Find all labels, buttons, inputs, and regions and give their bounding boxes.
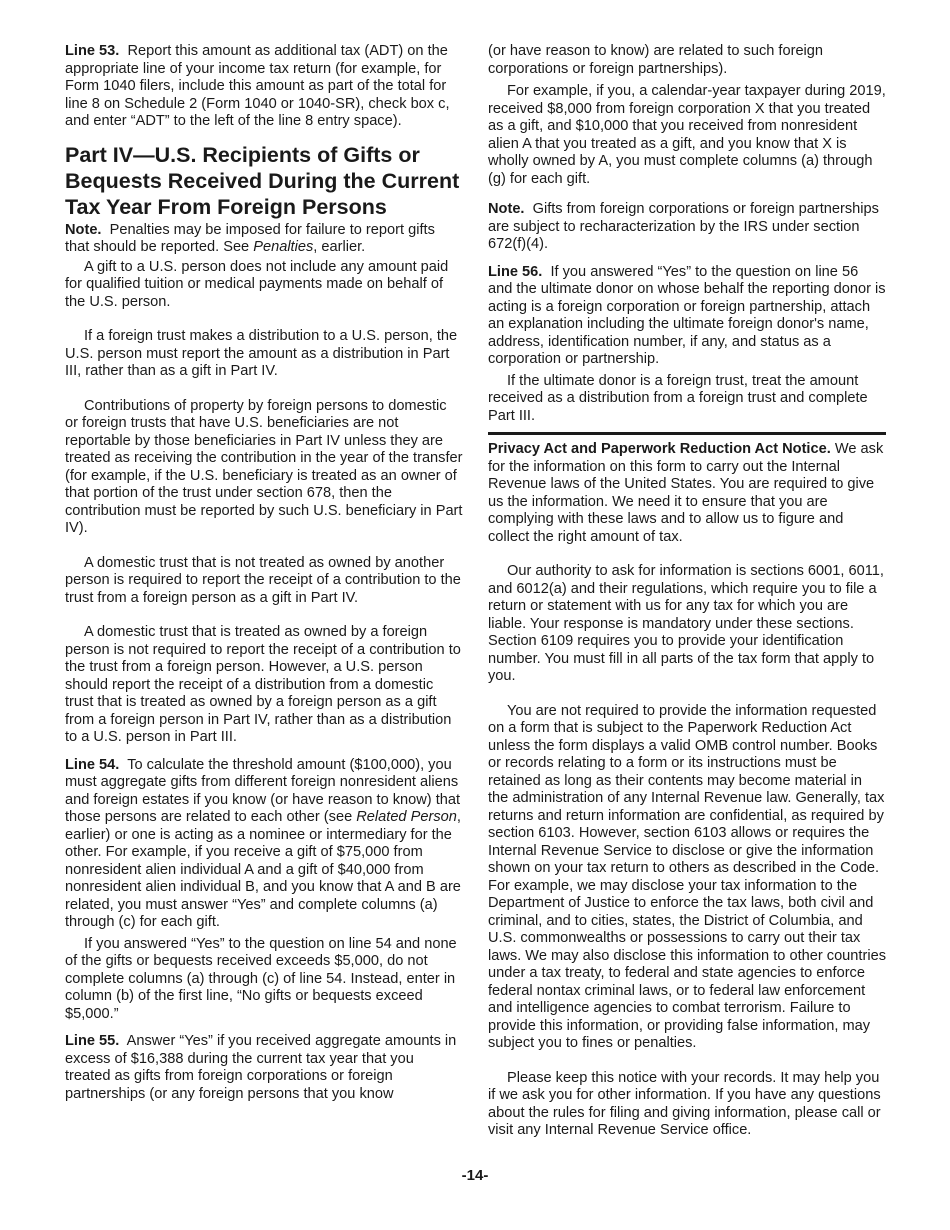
line-53-text: Report this amount as additional tax (ADT) on the appropriate line of your income tax return (for example, for Form 1040 filers, include this amount as part of the total for line 8 on Schedule 2 (Form 1040 or 1040-SR), check box c, and enter “ADT” to the left of the line 8 entry space). — [65, 43, 450, 129]
line-55-paragraph — [65, 1033, 463, 1103]
right-column — [488, 43, 886, 1140]
authority-paragraph: Our authority to ask for information is sections 6001, 6011, and 6012(a) and their regulations, which require you to file a return or statement with us for any tax for which you are liable. Your response is mandatory under these sections. Section 6109 requires you to provide your identification number. You must fill in all parts of the tax form that apply to you. — [488, 563, 884, 684]
contributions-paragraph: Contributions of property by foreign persons to domestic or foreign trusts that have U.S. beneficiaries are not reportable by those beneficiaries in Part IV unless they are treated as receiving the contribution in the year of the transfer (for example, if the U.S. beneficiary is treated as an owner of that portion of the trust under section 678, then the contribution must be reported by such U.S. beneficiary in Part IV). — [65, 397, 463, 536]
note-2-text: Gifts from foreign corporations or foreign partnerships are subject to recharacterization by the IRS under section 672(f)(4). — [488, 201, 879, 252]
note-label: Note. — [65, 221, 102, 238]
part-iv-heading: Part IV—U.S. Recipients of Gifts or Bequests Received During the Current Tax Year From Foreign Persons — [65, 142, 460, 219]
domestic-trust-paragraph-1: A domestic trust that is not treated as owned by another person is required to report the receipt of a contribution to the trust from a foreign person as a gift in Part IV. — [65, 554, 461, 606]
page-number: -14- — [461, 1167, 489, 1184]
line-53-label: Line 53. — [65, 43, 120, 59]
keep-notice-paragraph: Please keep this notice with your records. It may help you if we ask you for other information. If you have any questions about the rules for filing and giving information, please call or visit any Internal Revenue Service office. — [488, 1069, 881, 1138]
line-55-text: Answer “Yes” if you received aggregate amounts in excess of $16,388 during the current tax year that you treated as gifts from foreign corporations or foreign partnerships (or any foreign persons that you know — [65, 1033, 457, 1102]
related-person-reference: Related Person — [356, 809, 457, 825]
foreign-trust-distribution-paragraph: If a foreign trust makes a distribution to a U.S. person, the U.S. person must report the amount as a distribution in Part III, rather than as a gift in Part IV. — [65, 328, 458, 379]
line-54-paragraph — [65, 757, 463, 932]
line-54-followup-paragraph: If you answered “Yes” to the question on line 54 and none of the gifts or bequests received exceeds $5,000, do not complete columns (a) through (c) of line 54. Instead, enter in column (b) of the first line, “No gifts or bequests exceed $5,000.” — [65, 935, 457, 1022]
note-text-after: , earlier. — [313, 239, 366, 255]
paperwork-reduction-paragraph: You are not required to provide the information requested on a form that is subject to the Paperwork Reduction Act unless the form displays a valid OMB control number. Books or records relating to a form or its instructions must be retained as long as their contents may become material in the administration of any Internal Revenue law. Generally, tax returns and return information are confidential, as required by section 6103. However, section 6103 allows or requires the Internal Revenue Service to disclose or give the information shown on your tax return to others as described in the Code. For example, we may disclose your tax information to the Department of Justice to enforce the tax laws, both civil and criminal, and to cities, states, the District of Columbia, and U.S. commonwealths or possessions to carry out their tax laws. We may also disclose this information to other countries under a tax treaty, to federal and state agencies to enforce federal nontax criminal laws, or to federal law enforcement and intelligence agencies to combat terrorism. Failure to provide this information, or providing false information, may subject you to fines or penalties. — [488, 702, 886, 1051]
note-text-before: Penalties may be imposed for failure to report gifts that should be reported. See — [65, 221, 435, 255]
penalties-reference: Penalties — [253, 239, 314, 255]
line-53-paragraph — [65, 43, 463, 131]
privacy-paragraph — [488, 441, 886, 546]
note-2-label: Note. — [488, 201, 525, 217]
left-column — [65, 43, 463, 1103]
line-55-continuation: (or have reason to know) are related to such foreign corporations or foreign partnerships). — [488, 43, 824, 77]
penalties-note — [65, 222, 463, 257]
line-56-label: Line 56. — [488, 263, 543, 280]
line-54-label: Line 54. — [65, 756, 120, 773]
privacy-text: We ask for the information on this form to carry out the Internal Revenue laws of the United States. You are required to give us the information. We need it to ensure that you are complying with these laws and to allow us to figure and collect the right amount of tax. — [488, 441, 884, 545]
line-55-label: Line 55. — [65, 1033, 120, 1049]
line-54-text-before: To calculate the threshold amount ($100,000), you must aggregate gifts from different foreign nonresident aliens and foreign estates if you know (or have reason to know) that those persons are related to each other (see — [65, 756, 461, 825]
line-54-text-after: , earlier) or one is acting as a nominee or intermediary for the other. For example, if you receive a gift of $75,000 from nonresident alien individual A and a gift of $40,000 from nonresident alien individual B, and you know that A and B are related, you must answer “Yes” and complete columns (a) through (c) for each gift. — [65, 809, 461, 930]
domestic-trust-paragraph-2: A domestic trust that is treated as owned by a foreign person is not required to report the receipt of a contribution to the trust from a foreign person. However, a U.S. person should report the receipt of a distribution from a domestic trust that is treated as owned by a foreign person as a gift from a foreign person in Part IV, rather than as a distribution to a U.S. person in Part III. — [65, 624, 461, 745]
gift-definition-paragraph: A gift to a U.S. person does not include any amount paid for qualified tuition or medical payments made on behalf of the U.S. person. — [65, 258, 449, 310]
example-paragraph: For example, if you, a calendar-year taxpayer during 2019, received $8,000 from foreign corporation X that you treated as a gift, and $10,000 that you received from nonresident alien A that you treated as a gift, and you know that X is wholly owned by A, you must complete columns (a) through (g) for each gift. — [488, 83, 886, 187]
line-56-text: If you answered “Yes” to the question on line 56 and the ultimate donor on whose behalf the reporting donor is acting is a foreign corporation or foreign partnership, attach an explanation including the ultimate foreign donor's name, address, identification number, if any, and status as a corporation or partnership. — [488, 263, 886, 367]
ultimate-donor-paragraph: If the ultimate donor is a foreign trust, treat the amount received as a distribution from a foreign trust and complete Part III. — [488, 372, 868, 424]
recharacterization-note — [488, 201, 886, 254]
privacy-section — [488, 432, 886, 546]
line-56-paragraph — [488, 264, 886, 369]
privacy-heading: Privacy Act and Paperwork Reduction Act Notice. — [488, 441, 831, 457]
